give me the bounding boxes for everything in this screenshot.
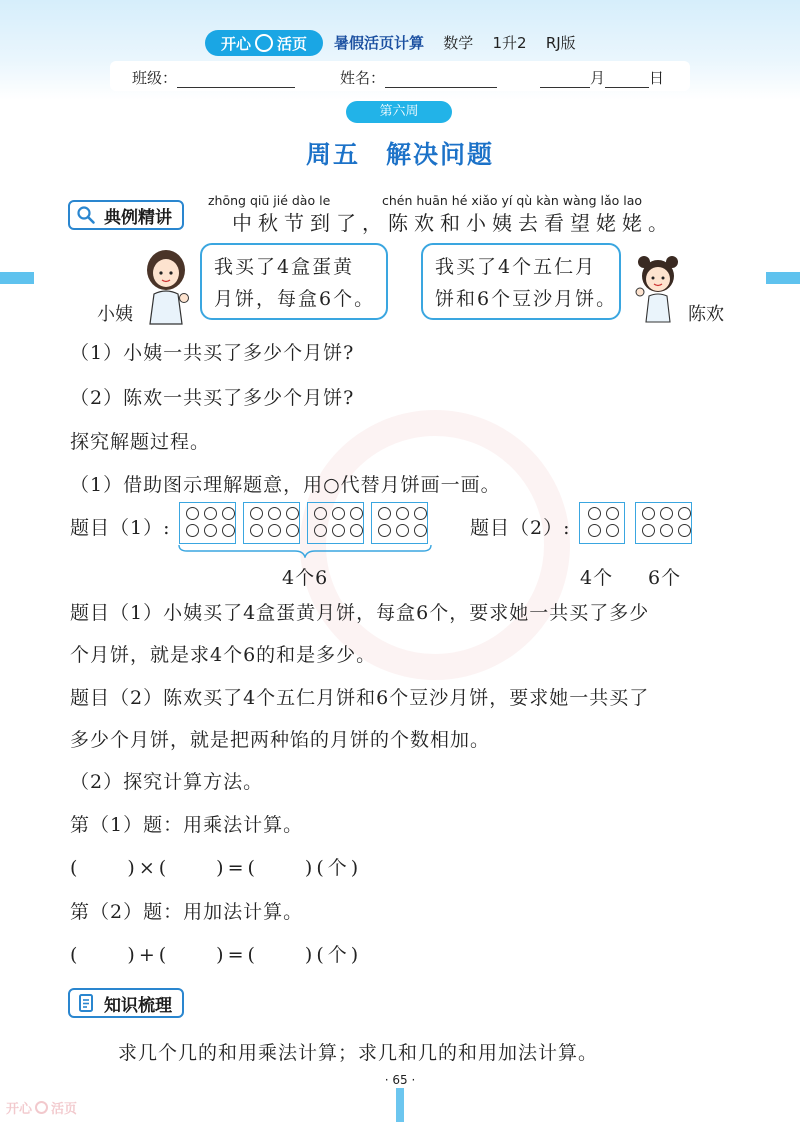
step-2: （2）探究计算方法。	[70, 771, 264, 793]
title-topic: 解决问题	[386, 140, 495, 169]
wuren-mooncakes	[579, 502, 625, 544]
knowledge-text: 求几个几的和用乘法计算；求几和几的和用加法计算。	[118, 1042, 599, 1064]
diagram-2-caption-a: 4个	[580, 567, 614, 589]
aunt-name: 小姨	[97, 304, 133, 325]
question-2: （2）陈欢一共买了多少个月饼?	[70, 387, 355, 409]
diagram-2-label: 题目（2）:	[470, 517, 571, 539]
date-field	[540, 67, 664, 88]
knowledge-badge	[68, 988, 184, 1018]
pinyin-line-2: chén huān hé xiǎo yí qù kàn wàng lǎo lao	[382, 193, 643, 208]
footer-brand-right: 活页	[51, 1102, 78, 1117]
left-side-tab	[0, 272, 34, 284]
series-title	[334, 32, 590, 53]
title-day: 周五	[305, 140, 360, 169]
aunt-speech-line-1: 我买了4盒蛋黄	[214, 256, 355, 278]
aunt-speech-line-2: 月饼，每盒6个。	[214, 288, 376, 310]
series-name: 暑假活页计算	[334, 34, 425, 52]
month-label: 月	[590, 69, 606, 87]
chenhuan-name: 陈欢	[688, 304, 724, 325]
brand-left-text: 开心	[220, 34, 251, 53]
example-badge-label: 典例精讲	[104, 207, 172, 228]
logo-circle-icon	[255, 34, 273, 52]
calc-2-expression[interactable]: ( )+( )=( )(个)	[70, 944, 363, 966]
page-number: · 65 ·	[384, 1073, 416, 1087]
mooncake-box-1	[179, 502, 236, 544]
name-input-line[interactable]	[385, 71, 497, 88]
class-input-line[interactable]	[177, 71, 295, 88]
class-field	[132, 67, 295, 88]
chenhuan-illustration	[632, 252, 684, 324]
footer-logo-circle-icon	[35, 1101, 48, 1114]
day-label: 日	[649, 69, 665, 87]
right-side-tab	[766, 272, 800, 284]
student-info-bar	[110, 61, 690, 91]
explanation-1-line-1: 题目（1）小姨买了4盒蛋黄月饼，每盒6个，要求她一共买了多少	[70, 602, 650, 624]
chenhuan-speech-line-2: 饼和6个豆沙月饼。	[435, 288, 618, 310]
diagram-1-label: 题目（1）:	[70, 517, 171, 539]
week-tag: 第六周	[346, 101, 452, 123]
question-1: （1）小姨一共买了多少个月饼?	[70, 342, 355, 364]
brand-right-text: 活页	[277, 34, 308, 53]
calc-2-label: 第（2）题：用加法计算。	[70, 901, 304, 923]
mooncake-box-3	[307, 502, 364, 544]
class-label: 班级：	[132, 69, 178, 87]
bean-paste-mooncakes	[635, 502, 692, 544]
pinyin-line-1: zhōng qiū jié dào le	[208, 193, 331, 208]
step-1: （1）借助图示理解题意，用○代替月饼画一画。	[70, 474, 501, 496]
intro-sentence: 中秋节到了，陈欢和小姨去看望姥姥。	[232, 211, 674, 235]
calc-1-label: 第（1）题：用乘法计算。	[70, 814, 304, 836]
footer-logo	[6, 1098, 77, 1117]
month-input-line[interactable]	[540, 71, 590, 88]
chenhuan-speech-bubble	[421, 243, 621, 320]
aunt-speech-bubble	[200, 243, 388, 320]
subject: 数学	[443, 34, 474, 52]
explanation-1-line-2: 个月饼，就是求4个6的和是多少。	[70, 644, 377, 666]
magnifier-icon	[76, 205, 96, 225]
scroll-icon	[76, 993, 96, 1013]
knowledge-badge-label: 知识梳理	[104, 995, 172, 1016]
diagram-2-caption-b: 6个	[648, 567, 682, 589]
brand-logo	[205, 30, 323, 56]
diagram-1-brace	[177, 544, 433, 558]
diagram-1-caption: 4个6	[282, 567, 329, 589]
mooncake-box-4	[371, 502, 428, 544]
name-field	[340, 67, 497, 88]
bottom-bar	[396, 1088, 404, 1122]
grade: 1升2	[492, 34, 527, 52]
page-title	[0, 135, 800, 171]
chenhuan-speech-line-1: 我买了4个五仁月	[435, 256, 597, 278]
name-label: 姓名：	[340, 69, 386, 87]
explanation-2-line-1: 题目（2）陈欢买了4个五仁月饼和6个豆沙月饼，要求她一共买了	[70, 687, 650, 709]
example-badge	[68, 200, 184, 230]
explanation-2-line-2: 多少个月饼，就是把两种馅的月饼的个数相加。	[70, 729, 491, 751]
edition: RJ版	[545, 34, 576, 52]
explore-heading: 探究解题过程。	[70, 431, 211, 453]
day-input-line[interactable]	[605, 71, 649, 88]
calc-1-expression[interactable]: ( )×( )=( )(个)	[70, 857, 363, 879]
mooncake-box-2	[243, 502, 300, 544]
aunt-illustration	[140, 246, 196, 326]
footer-brand-left: 开心	[6, 1102, 33, 1117]
